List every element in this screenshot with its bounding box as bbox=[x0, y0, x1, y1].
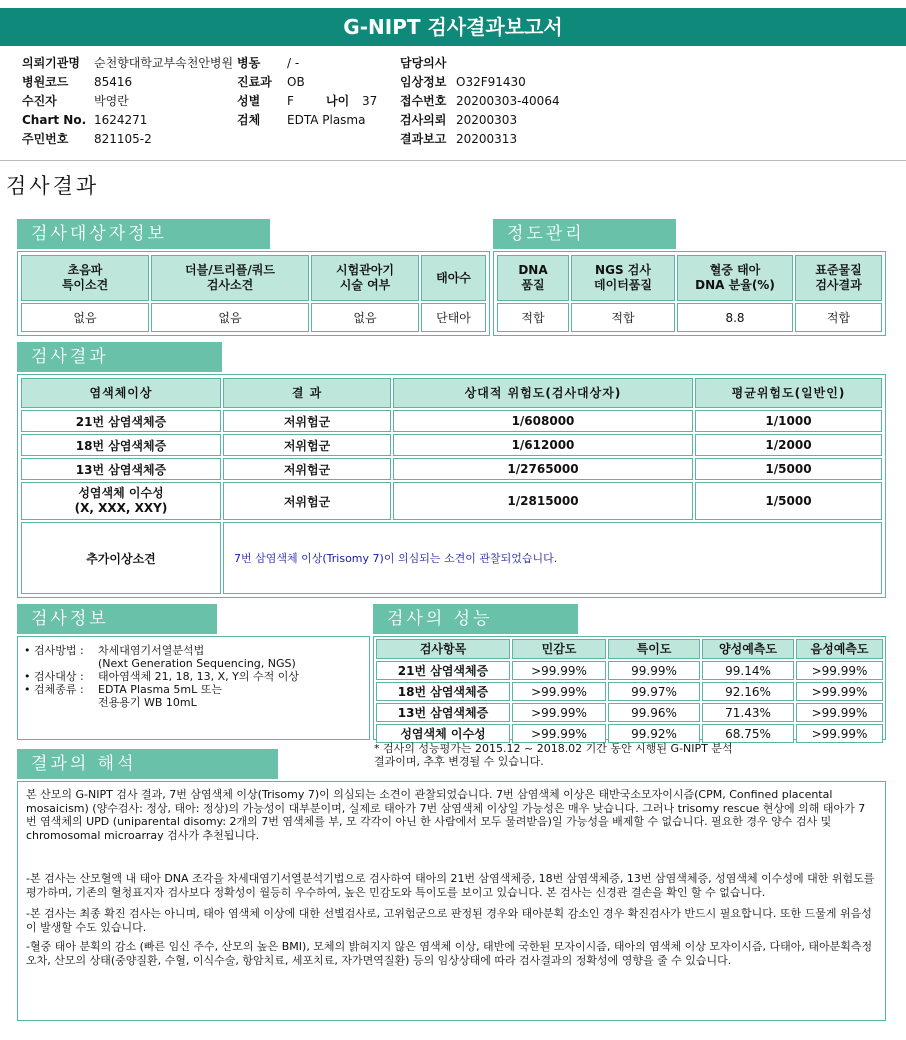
table-row bbox=[21, 458, 882, 480]
table-cell: 13번 삼염색체증 bbox=[21, 458, 221, 480]
table-cell: 99.92% bbox=[608, 724, 700, 743]
field-label: 접수번호 bbox=[400, 94, 447, 108]
field-value: O32F91430 bbox=[456, 75, 526, 89]
table-cell: 1/2765000 bbox=[393, 458, 693, 480]
page-title: 검사결과 bbox=[6, 174, 100, 198]
section-title-test-info: 검사정보 bbox=[17, 604, 217, 634]
header-field bbox=[237, 54, 365, 73]
table-cell: 18번 삼염색체증 bbox=[21, 434, 221, 456]
field-value: 85416 bbox=[94, 75, 133, 89]
section-title-performance: 검사의 성능 bbox=[373, 604, 578, 634]
table-cell: 없음 bbox=[21, 303, 149, 332]
table-cell: >99.99% bbox=[796, 724, 883, 743]
table-cell: 13번 삼염색체증 bbox=[376, 703, 510, 722]
header-field bbox=[22, 54, 233, 73]
field-label: 진료과 bbox=[237, 75, 272, 89]
table-cell: 1/612000 bbox=[393, 434, 693, 456]
performance-note: * 검사의 성능평가는 2015.12 ~ 2018.02 기간 동안 시행된 G-NIPT 분석 결과이며, 추후 변경될 수 있습니다. bbox=[374, 742, 733, 768]
info-key: • 검사대상 : bbox=[24, 670, 84, 683]
field-label: 담당의사 bbox=[400, 56, 447, 70]
field-label: 주민번호 bbox=[22, 132, 69, 146]
interpretation-paragraph: 본 산모의 G-NIPT 검사 결과, 7번 삼염색체 이상(Trisomy 7)이 의심되는 소견이 관찰되었습니다. 7번 삼염색체 이상은 태반국소모자이시즘(CPM, Confined placental mosaicism) (양수검사: 정상, 태아: 정상)의 가능성이 대부분이며, 실제로 태아가 7번 삼염색체 이상일 가능성은 매우 낮습니다. 그러나 trisomy rescue 현상에 의해 태아가 7번 염색체의 UPD (uniparental disomy: 2개의 7번 염색체를 부, 모 각각이 아닌 한 사람에서 모두 물려받음)일 가능성을 배제할 수 없습니다. 필요한 경우 양수 검사 및 chromosomal microarray 검사가 추천됩니다. bbox=[26, 788, 866, 842]
table-cell: 92.16% bbox=[702, 682, 794, 701]
table-header-cell: 민감도 bbox=[512, 639, 606, 659]
table-cell: >99.99% bbox=[512, 703, 606, 722]
table-cell: >99.99% bbox=[512, 682, 606, 701]
field-label: 수진자 bbox=[22, 94, 57, 108]
qc-table bbox=[495, 253, 884, 334]
table-cell: >99.99% bbox=[796, 703, 883, 722]
table-header-cell: 태아수 bbox=[421, 255, 486, 301]
field-value: 37 bbox=[362, 94, 378, 108]
table-cell: 1/2815000 bbox=[393, 482, 693, 520]
table-header-cell: 평균위험도(일반인) bbox=[695, 378, 882, 408]
table-cell: 적합 bbox=[571, 303, 675, 332]
performance-table bbox=[374, 637, 885, 745]
header-field bbox=[22, 92, 233, 111]
table-cell: 저위험군 bbox=[223, 434, 391, 456]
table-cell: 1/5000 bbox=[695, 458, 882, 480]
table-row bbox=[376, 661, 883, 680]
field-label: 검체 bbox=[237, 113, 261, 127]
header-field bbox=[22, 111, 233, 130]
extra-findings-label: 추가이상소견 bbox=[21, 522, 221, 594]
field-value: 821105-2 bbox=[94, 132, 152, 146]
table-cell: 적합 bbox=[497, 303, 569, 332]
section-title-qc: 정도관리 bbox=[493, 219, 676, 249]
table-header-cell: 음성예측도 bbox=[796, 639, 883, 659]
report-title: G-NIPT 검사결과보고서 bbox=[0, 8, 906, 46]
table-header-cell: 특이도 bbox=[608, 639, 700, 659]
table-cell: 없음 bbox=[151, 303, 309, 332]
info-value: 차세대염기서열분석법 (Next Generation Sequencing, NGS) bbox=[98, 644, 296, 670]
table-header-cell: 표준물질 검사결과 bbox=[795, 255, 882, 301]
field-value: F bbox=[287, 94, 294, 108]
table-cell: 저위험군 bbox=[223, 410, 391, 432]
field-value: 20200303 bbox=[456, 113, 518, 127]
table-cell: 99.96% bbox=[608, 703, 700, 722]
field-value: 1624271 bbox=[94, 113, 148, 127]
section-title-results: 검사결과 bbox=[17, 342, 222, 372]
subject-info-table bbox=[19, 253, 488, 334]
test-info-list bbox=[24, 644, 364, 709]
field-value: 박영란 bbox=[94, 94, 129, 108]
table-row bbox=[376, 724, 883, 743]
interpretation-box bbox=[17, 781, 886, 1021]
table-cell: 21번 삼염색체증 bbox=[21, 410, 221, 432]
header-field bbox=[400, 73, 560, 92]
field-label: 병원코드 bbox=[22, 75, 69, 89]
field-value: 순천향대학교부속천안병원 bbox=[94, 56, 234, 70]
info-value: 태아염색체 21, 18, 13, X, Y의 수적 이상 bbox=[98, 670, 299, 683]
table-cell: 없음 bbox=[311, 303, 419, 332]
table-cell: 99.99% bbox=[608, 661, 700, 680]
header-field bbox=[237, 111, 365, 130]
header-field bbox=[400, 130, 560, 149]
test-info-box bbox=[17, 636, 370, 740]
header-right-column bbox=[400, 54, 560, 149]
header-field bbox=[22, 130, 233, 149]
table-header-cell: 더블/트리플/쿼드 검사소견 bbox=[151, 255, 309, 301]
table-header-cell: 결 과 bbox=[223, 378, 391, 408]
field-label: 의뢰기관명 bbox=[22, 56, 80, 70]
table-header-cell: 검사항목 bbox=[376, 639, 510, 659]
interpretation-paragraph: -혈중 태아 분획의 감소 (빠른 임신 주수, 산모의 높은 BMI), 모체의 밝혀지지 않은 염색체 이상, 태반에 국한된 모자이시즘, 태아의 염색체 이상 모자이시즘, 다태아, 태아분획측정오차, 산모의 상태(중양질환, 수혈, 이식수술, 항암치료, 세포치료, 자가면역질환) 등의 임상상태에 따라 검사결과의 정확성에 영향을 줄 수 있습니다. bbox=[26, 940, 873, 967]
interpretation-paragraph: -본 검사는 최종 확진 검사는 아니며, 태아 염색체 이상에 대한 선별검사로, 고위험군으로 판정된 경우와 태아분획 감소인 경우 확진검사가 반드시 필요합니다. 또한 드물게 위음성이 발생할 수도 있습니다. bbox=[26, 907, 872, 934]
table-cell: 성염색체 이수성 (X, XXX, XXY) bbox=[21, 482, 221, 520]
table-cell: 18번 삼염색체증 bbox=[376, 682, 510, 701]
performance-box bbox=[373, 636, 886, 740]
field-value: 20200303-40064 bbox=[456, 94, 560, 108]
table-cell: >99.99% bbox=[796, 682, 883, 701]
field-label: 임상정보 bbox=[400, 75, 447, 89]
table-header-cell: 상대적 위험도(검사대상자) bbox=[393, 378, 693, 408]
table-row bbox=[376, 682, 883, 701]
field-label: Chart No. bbox=[22, 113, 87, 127]
header-left-column bbox=[22, 54, 233, 149]
field-value: 20200313 bbox=[456, 132, 518, 146]
table-row bbox=[376, 703, 883, 722]
header-divider bbox=[0, 160, 906, 161]
table-cell: >99.99% bbox=[512, 661, 606, 680]
table-cell: 1/608000 bbox=[393, 410, 693, 432]
header-field bbox=[400, 54, 560, 73]
field-value: / - bbox=[287, 56, 300, 70]
table-cell: 저위험군 bbox=[223, 458, 391, 480]
field-label: 병동 bbox=[237, 56, 261, 70]
table-row bbox=[21, 410, 882, 432]
table-header-cell: NGS 검사 데이터품질 bbox=[571, 255, 675, 301]
extra-findings-text: 7번 삼염색체 이상(Trisomy 7)이 의심되는 소견이 관찰되었습니다. bbox=[223, 522, 882, 594]
table-cell: 21번 삼염색체증 bbox=[376, 661, 510, 680]
table-cell: 68.75% bbox=[702, 724, 794, 743]
header-age-field bbox=[326, 92, 377, 111]
section-title-interpretation: 결과의 해석 bbox=[17, 749, 278, 779]
interpretation-paragraph: -본 검사는 산모혈액 내 태아 DNA 조각을 차세대염기서열분석기법으로 검사하여 태아의 21번 삼염색체증, 18번 삼염색체증, 13번 삼염색체증, 성염색체 이수성에 대한 위험도를 평가하며, 기존의 혈청표지자 검사보다 정확성이 월등히 우수하여, 높은 민감도와 특이도를 보이고 있습니다. 본 검사는 신경관 결손을 확인 할 수 없습니다. bbox=[26, 872, 875, 899]
table-row bbox=[21, 482, 882, 520]
table-cell: 적합 bbox=[795, 303, 882, 332]
table-cell: 99.97% bbox=[608, 682, 700, 701]
qc-box bbox=[493, 251, 886, 336]
table-cell: 1/5000 bbox=[695, 482, 882, 520]
table-header-cell: DNA 품질 bbox=[497, 255, 569, 301]
results-table bbox=[19, 376, 884, 596]
info-key: • 검체종류 : bbox=[24, 683, 84, 696]
field-value: EDTA Plasma bbox=[287, 113, 366, 127]
table-row-extra-findings bbox=[21, 522, 882, 594]
list-item bbox=[24, 670, 364, 683]
header-field bbox=[400, 92, 560, 111]
field-label: 결과보고 bbox=[400, 132, 447, 146]
list-item bbox=[24, 644, 364, 670]
info-key: • 검사방법 : bbox=[24, 644, 84, 657]
table-cell: 8.8 bbox=[677, 303, 793, 332]
table-cell: 1/2000 bbox=[695, 434, 882, 456]
field-label: 나이 bbox=[326, 94, 350, 108]
table-row bbox=[21, 434, 882, 456]
field-label: 성별 bbox=[237, 94, 261, 108]
table-cell: >99.99% bbox=[796, 661, 883, 680]
list-item bbox=[24, 683, 364, 709]
table-header-cell: 양성예측도 bbox=[702, 639, 794, 659]
field-value: OB bbox=[287, 75, 305, 89]
info-value: EDTA Plasma 5mL 또는 전용용기 WB 10mL bbox=[98, 683, 223, 709]
header-field bbox=[22, 73, 233, 92]
table-header-cell: 염색체이상 bbox=[21, 378, 221, 408]
subject-info-box bbox=[17, 251, 490, 336]
table-cell: 단태아 bbox=[421, 303, 486, 332]
field-label: 검사의뢰 bbox=[400, 113, 447, 127]
header-field bbox=[400, 111, 560, 130]
table-header-cell: 혈중 태아 DNA 분율(%) bbox=[677, 255, 793, 301]
results-box bbox=[17, 374, 886, 598]
table-cell: 99.14% bbox=[702, 661, 794, 680]
table-header-cell: 시험관아기 시술 여부 bbox=[311, 255, 419, 301]
table-cell: 저위험군 bbox=[223, 482, 391, 520]
table-cell: 성염색체 이수성 bbox=[376, 724, 510, 743]
table-cell: 1/1000 bbox=[695, 410, 882, 432]
header-field bbox=[237, 73, 365, 92]
table-cell: >99.99% bbox=[512, 724, 606, 743]
section-title-subject-info: 검사대상자정보 bbox=[17, 219, 270, 249]
table-cell: 71.43% bbox=[702, 703, 794, 722]
table-header-cell: 초음파 특이소견 bbox=[21, 255, 149, 301]
